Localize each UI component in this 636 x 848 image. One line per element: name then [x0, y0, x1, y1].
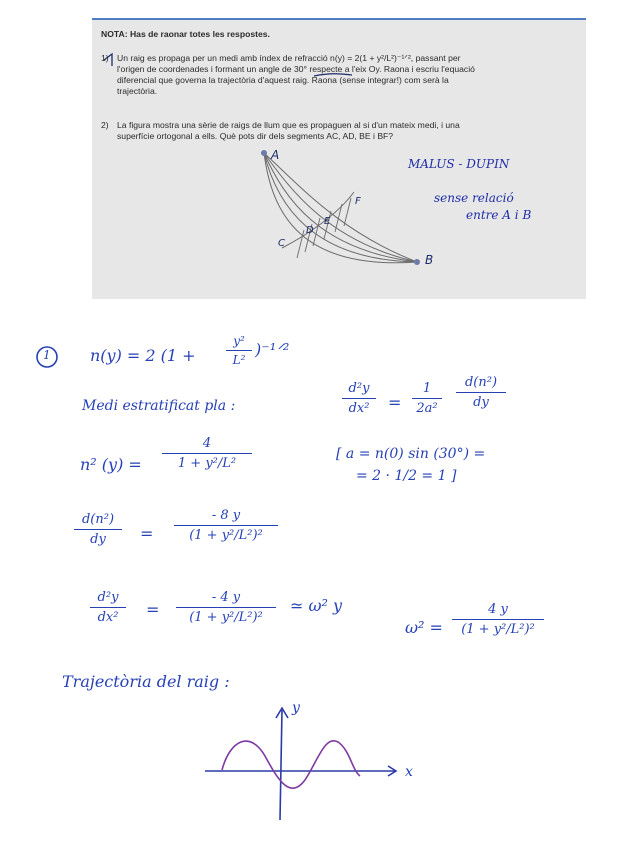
figure-label-E: E: [324, 216, 331, 227]
omega-num: 4 y: [488, 602, 508, 617]
d2-equals: =: [146, 600, 160, 619]
note-heading: NOTA: Has de raonar totes les respostes.: [101, 29, 270, 39]
n2-num: 4: [202, 436, 212, 451]
n2-lhs: n² (y) =: [80, 455, 142, 474]
margin-note-line-2: entre A i B: [466, 208, 532, 222]
margin-note-line-1: sense relació: [434, 191, 514, 205]
question-1-number: 1): [101, 53, 109, 63]
figure-label-A: A: [271, 148, 280, 162]
medi-mid-den: 2a²: [416, 401, 438, 416]
d2-lhs-den: dx²: [97, 610, 119, 625]
d2-approx: ≃ ω² y: [290, 596, 343, 615]
question-1-line-3: diferencial que governa la trajectòria d'aquest raig. Raona (sense integrar!) com serà la: [117, 75, 449, 85]
question-1-line-4: trajectòria.: [117, 86, 158, 96]
question-2-line-2: superfície ortogonal a ells. Què pots dir dels segments AC, AD, BE i BF?: [117, 131, 394, 141]
medi-lhs-den: dx²: [348, 401, 370, 416]
omega-den: (1 + y²/L²)²: [461, 622, 535, 637]
question-2-number: 2): [101, 120, 109, 130]
d2-rhs-num: - 4 y: [211, 590, 241, 605]
deriv-rhs-num: - 8 y: [211, 508, 241, 523]
n2-den: 1 + y²/L²: [177, 456, 237, 471]
medi-text: Medi estratificat pla :: [82, 398, 236, 414]
margin-note-malus-dupin: MALUS - DUPIN: [408, 157, 510, 171]
eq-n-exponent: )⁻¹ᐟ²: [255, 340, 290, 359]
trajectory-text: Trajectòria del raig :: [62, 672, 230, 691]
d2-lhs-num: d²y: [97, 590, 119, 605]
bracket-line-2: = 2 · 1/2 = 1 ]: [356, 468, 457, 484]
question-1-line-1: Un raig es propaga per un medi amb índex de refracció n(y) = 2(1 + y²/L²)⁻¹ᐟ², passant per: [117, 53, 461, 63]
deriv-equals: =: [140, 524, 154, 543]
eq-n-lhs: n(y) = 2 (1 +: [90, 346, 196, 365]
bracket-line-1: [ a = n(0) sin (30°) =: [336, 446, 486, 462]
figure-label-B: B: [425, 253, 434, 267]
axis-x-label: x: [405, 764, 413, 780]
figure-label-F: F: [355, 196, 361, 207]
item-marker: 1: [43, 348, 51, 362]
medi-mid-num: 1: [422, 381, 432, 396]
question-1-line-2: l'origen de coordenades i formant un angle de 30° respecte a l'eix Oy. Raona i escriu l'equació: [117, 64, 475, 74]
deriv-lhs-den: dy: [90, 532, 106, 547]
figure-label-C: C: [278, 238, 285, 249]
eq-n-den: L²: [232, 353, 246, 367]
omega-lhs: ω² =: [405, 618, 443, 637]
question-2-line-1: La figura mostra una sèrie de raigs de llum que es propaguen al si d'un mateix medi, i una: [117, 120, 460, 130]
d2-rhs-den: (1 + y²/L²)²: [189, 610, 263, 625]
medi-rhs-den: dy: [473, 395, 489, 410]
figure-label-D: D: [306, 225, 314, 236]
medi-rhs-num: d(n²): [464, 375, 498, 390]
medi-lhs-num: d²y: [348, 381, 370, 396]
deriv-lhs-num: d(n²): [81, 512, 115, 527]
axis-y-label: y: [292, 700, 300, 716]
eq-n-num: y²: [233, 334, 245, 348]
medi-equals: =: [388, 393, 402, 412]
deriv-rhs-den: (1 + y²/L²)²: [189, 528, 263, 543]
